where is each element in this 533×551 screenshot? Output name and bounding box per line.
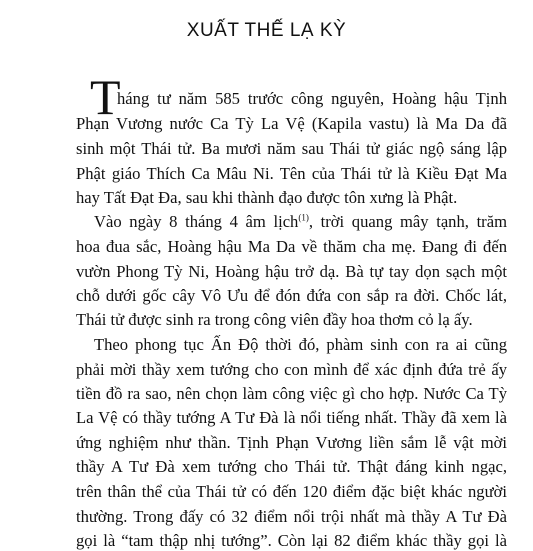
text-line: háng tư năm 585 trước công nguyên, Hoàng hậu Tịnh bbox=[117, 89, 507, 108]
text-line: chỗ dưới gốc cây Vô Ưu để đón đứa con sắp ra đời. Chốc lát, bbox=[76, 286, 507, 305]
text-line: ứng nghiệm như thần. Tịnh Phạn Vương liền sắm lễ vật mời bbox=[76, 433, 507, 452]
text-line: tiền đồ ra sao, nên chọn làm công việc gì cho hợp. Nước Ca Tỳ bbox=[76, 384, 507, 403]
text-line: gọi là “tam thập nhị tướng”. Còn lại 82 điểm khác thầy gọi là bbox=[76, 531, 507, 550]
text-line: Theo phong tục Ấn Độ thời đó, phàm sinh con ra ai cũng bbox=[94, 335, 507, 354]
text-line: thường. Trong đấy có 32 điểm nổi trội nhất mà thầy A Tư Đà bbox=[76, 507, 507, 526]
text-line: La Vệ có thầy tướng A Tư Đà là nổi tiếng nhất. Thầy đã xem là bbox=[76, 408, 507, 427]
text-line: Phật giáo Thích Ca Mâu Ni. Tên của Thái tử là Kiều Đạt Ma bbox=[76, 164, 507, 183]
text-line: vườn Phong Tỳ Ni, Hoàng hậu trở dạ. Bà tự tay dọn sạch một bbox=[76, 262, 507, 281]
text-line: trên thân thể của Thái tử có đến 120 điểm đặc biệt khác người bbox=[76, 482, 507, 501]
text-line: thầy A Tư Đà xem tướng cho Thái tử. Thật đáng kinh ngạc, bbox=[76, 457, 507, 476]
chapter-title: XUẤT THẾ LẠ KỲ bbox=[186, 20, 347, 41]
text-segment: , trời quang mây tạnh, trăm bbox=[308, 212, 507, 231]
footnote-marker: (1) bbox=[298, 212, 309, 223]
text-line: hoa đua sắc, Hoàng hậu Ma Da về thăm cha mẹ. Đang đi đến bbox=[76, 237, 507, 256]
text-line bbox=[94, 212, 507, 232]
text-line: sinh một Thái tử. Ba mươi năm sau Thái tử giác ngộ sáng lập bbox=[76, 139, 507, 158]
text-line: hay Tất Đạt Đa, sau khi thành đạo được tôn xưng là Phật. bbox=[76, 188, 458, 207]
text-line: phải mời thầy xem tướng cho con mình để xác định đứa trẻ ấy bbox=[76, 360, 507, 379]
text-line: Thái tử được sinh ra trong công viên đầy hoa thơm cỏ lạ ấy. bbox=[76, 310, 473, 329]
text-segment: Vào ngày 8 tháng 4 âm lịch bbox=[94, 212, 299, 231]
text-line: Phạn Vương nước Ca Tỳ La Vệ (Kapila vastu) là Ma Da đã bbox=[76, 114, 507, 133]
drop-cap: T bbox=[90, 69, 121, 125]
